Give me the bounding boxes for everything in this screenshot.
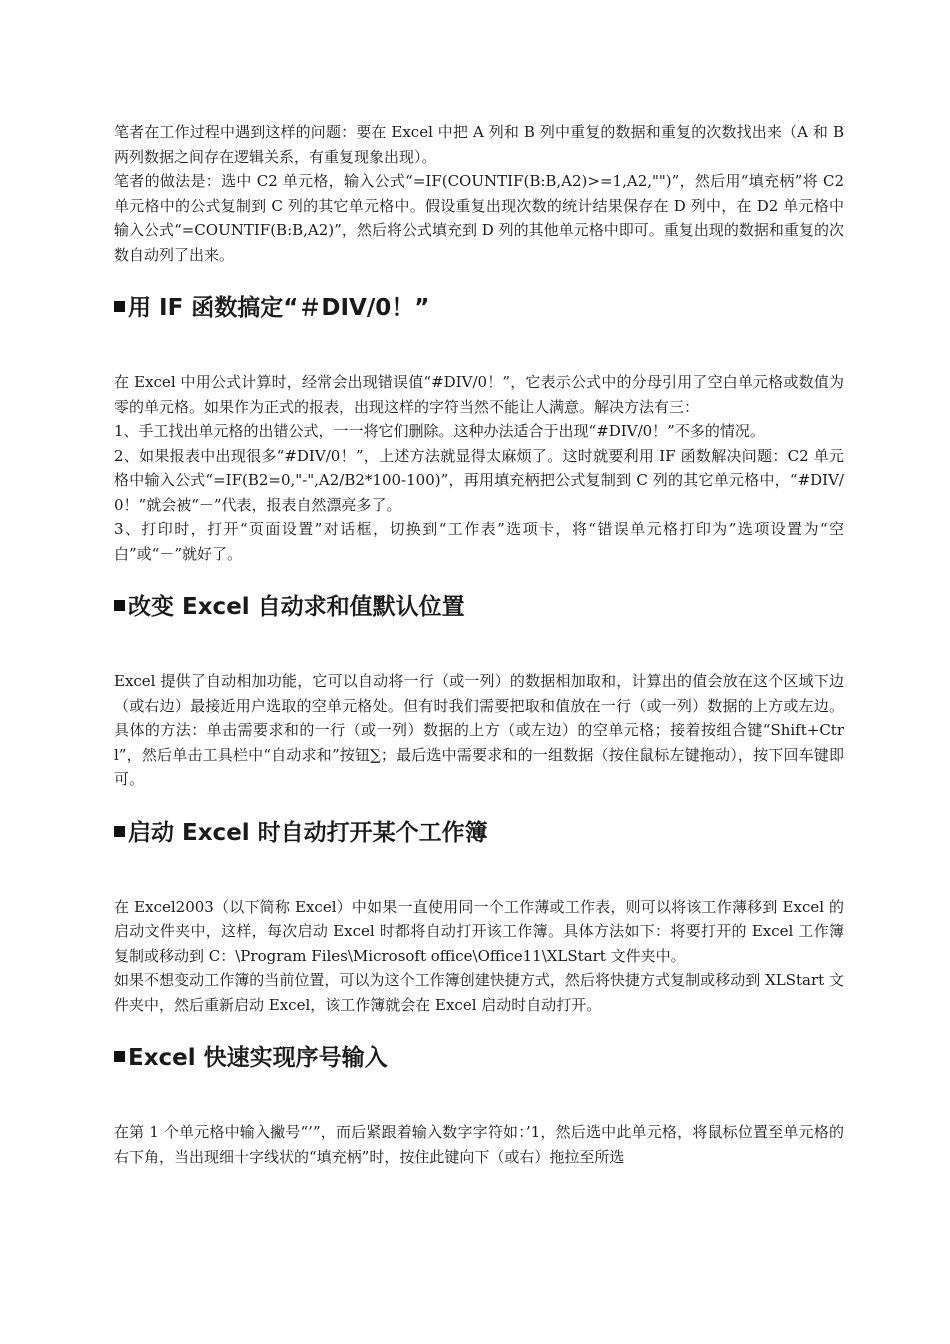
section-heading-autosum: 改变 Excel 自动求和值默认位置 [114, 590, 844, 624]
section-3-paragraph-1: 在 Excel2003（以下简称 Excel）中如果一直使用同一个工作薄或工作表，则可以将该工作薄移到 Excel 的启动文件夹中，这样，每次启动 Excel 时都将自动打开该工作簿。具体方法如下：将要打开的 Excel 工作簿复制或移动到 C：\Program Files\Microsoft office\Office11\XLStart 文件夹中。 [114, 897, 844, 965]
section-1-paragraph-4: 3、打印时，打开“页面设置”对话框，切换到“工作表”选项卡，将“错误单元格打印为”选项设置为“空白”或“－”就好了。 [114, 520, 844, 563]
square-bullet-icon [114, 301, 125, 312]
section-1-paragraph-2: 1、手工找出单元格的出错公式，一一将它们删除。这种办法适合于出现“#DIV/0！”不多的情况。 [114, 422, 765, 440]
section-2-paragraph-1: Excel 提供了自动相加功能，它可以自动将一行（或一列）的数据相加取和，计算出的值会放在这个区域下边（或右边）最接近用户选取的空单元格处。但有时我们需要把取和值放在一行（或一列）数据的上方或左边。具体的方法：单击需要求和的一行（或一列）数据的上方（或左边）的空单元格；接着按组合键“Shift+Ctrl”，然后单击工具栏中“自动求和”按钮∑；最后选中需要求和的一组数据（按住鼠标左键拖动），按下回车键即可。 [114, 672, 844, 788]
section-3-paragraph-2: 如果不想变动工作簿的当前位置，可以为这个工作簿创建快捷方式，然后将快捷方式复制或移动到 XLStart 文件夹中，然后重新启动 Excel，该工作簿就会在 Excel 启动时自动打开。 [114, 971, 844, 1014]
square-bullet-icon [114, 600, 125, 611]
section-4-paragraph-1: 在第 1 个单元格中输入撇号“’”，而后紧跟着输入数字字符如：’1，然后选中此单元格，将鼠标位置至单元格的右下角，当出现细十字线状的“填充柄”时，按住此键向下（或右）拖拉至所选 [114, 1123, 844, 1166]
section-1-paragraph-3: 2、如果报表中出现很多“#DIV/0！”，上述方法就显得太麻烦了。这时就要利用 IF 函数解决问题：C2 单元格中输入公式“=IF(B2=0,"-",A2/B2*100-100)”，再用填充柄把公式复制到 C 列的其它单元格中，“#DIV/0！”就会被“－”代表，报表自然漂亮多了。 [114, 446, 844, 514]
section-1-paragraph-1: 在 Excel 中用公式计算时，经常会出现错误值“#DIV/0！”，它表示公式中的分母引用了空白单元格或数值为零的单元格。如果作为正式的报表，出现这样的字符当然不能让人满意。解决方法有三： [114, 373, 844, 416]
intro-paragraph-1: 笔者在工作过程中遇到这样的问题：要在 Excel 中把 A 列和 B 列中重复的数据和重复的次数找出来（A 和 B 两列数据之间存在逻辑关系，有重复现象出现）。 [114, 123, 844, 166]
intro-paragraph-2: 笔者的做法是：选中 C2 单元格，输入公式“=IF(COUNTIF(B:B,A2)>=1,A2,"")”，然后用“填充柄”将 C2 单元格中的公式复制到 C 列的其它单元格中。假设重复出现次数的统计结果保存在 D 列中，在 D2 单元格中输入公式“=COUNTIF(B:B,A2)”，然后将公式填充到 D 列的其他单元格中即可。重复出现的数据和重复的次数自动列了出来。 [114, 172, 844, 264]
section-heading-serial-input: Excel 快速实现序号输入 [114, 1041, 844, 1075]
square-bullet-icon [114, 1051, 125, 1062]
section-heading-if-div0: 用 IF 函数搞定“＃DIV/0！” [114, 291, 844, 325]
square-bullet-icon [114, 826, 125, 837]
document-page [114, 120, 844, 1169]
section-heading-startup-workbook: 启动 Excel 时自动打开某个工作簿 [114, 816, 844, 850]
